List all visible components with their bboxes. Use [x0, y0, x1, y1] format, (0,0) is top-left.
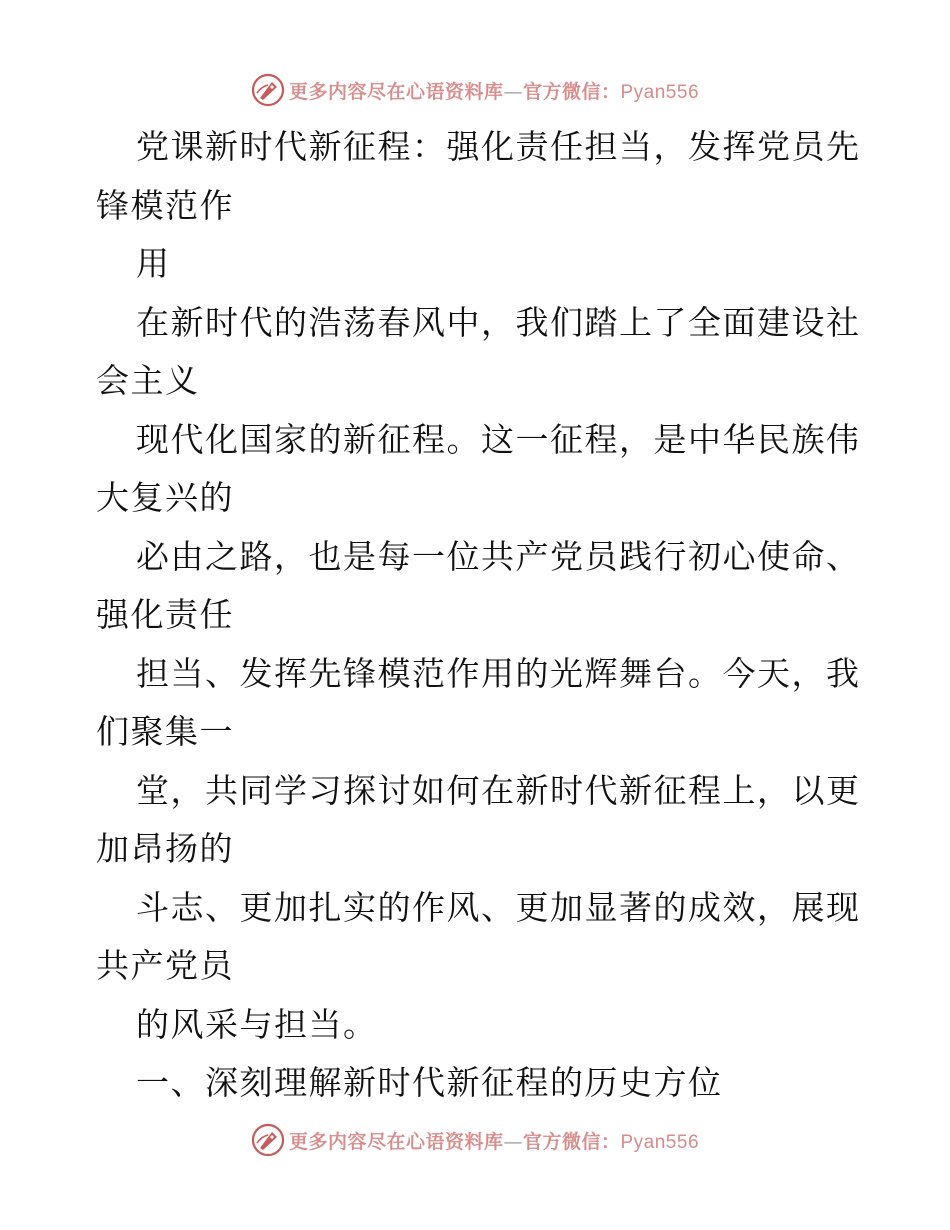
body-text — [96, 118, 861, 1113]
watermark-tail: 官方微信： — [522, 80, 621, 103]
text-line: 共产党员 — [96, 946, 234, 985]
watermark-dash: — — [503, 1130, 523, 1153]
watermark-id: Pyan556 — [620, 81, 700, 103]
text-line: 大复兴的 — [96, 478, 234, 517]
text-line: 会主义 — [96, 361, 200, 400]
pen-nib-logo-icon — [251, 73, 285, 107]
text-line: 用 — [136, 244, 171, 283]
text-line: 在新时代的浩荡春风中，我们踏上了全面建设社 — [136, 302, 861, 342]
text-line: 的风采与担当。 — [136, 1004, 378, 1044]
section-heading: 一、深刻理解新时代新征程的历史方位 — [136, 1063, 723, 1102]
header-watermark-text — [289, 77, 699, 104]
watermark-dash: — — [503, 80, 523, 103]
header-watermark — [0, 70, 950, 110]
watermark-main: 更多内容尽在心语资料库 — [288, 1130, 504, 1153]
text-line: 斗志、更加扎实的作风、更加显著的成效，展现 — [136, 887, 861, 927]
watermark-id: Pyan556 — [620, 1131, 700, 1153]
watermark-tail: 官方微信： — [522, 1130, 621, 1153]
text-line: 现代化国家的新征程。这一征程，是中华民族伟 — [136, 419, 861, 459]
footer-watermark — [0, 1120, 950, 1160]
text-line: 必由之路，也是每一位共产党员践行初心使命、 — [136, 536, 861, 576]
text-line: 党课新时代新征程：强化责任担当，发挥党员先 — [136, 127, 861, 166]
text-line: 加昂扬的 — [96, 829, 234, 868]
pen-nib-logo-icon — [251, 1123, 285, 1157]
text-line: 们聚集一 — [96, 712, 234, 751]
text-line: 担当、发挥先锋模范作用的光辉舞台。今天，我 — [136, 653, 861, 693]
text-line: 强化责任 — [96, 595, 234, 634]
watermark-main: 更多内容尽在心语资料库 — [288, 80, 504, 103]
footer-watermark-text — [289, 1127, 699, 1154]
text-line: 堂，共同学习探讨如何在新时代新征程上，以更 — [136, 770, 861, 810]
text-line: 锋模范作 — [96, 185, 234, 225]
